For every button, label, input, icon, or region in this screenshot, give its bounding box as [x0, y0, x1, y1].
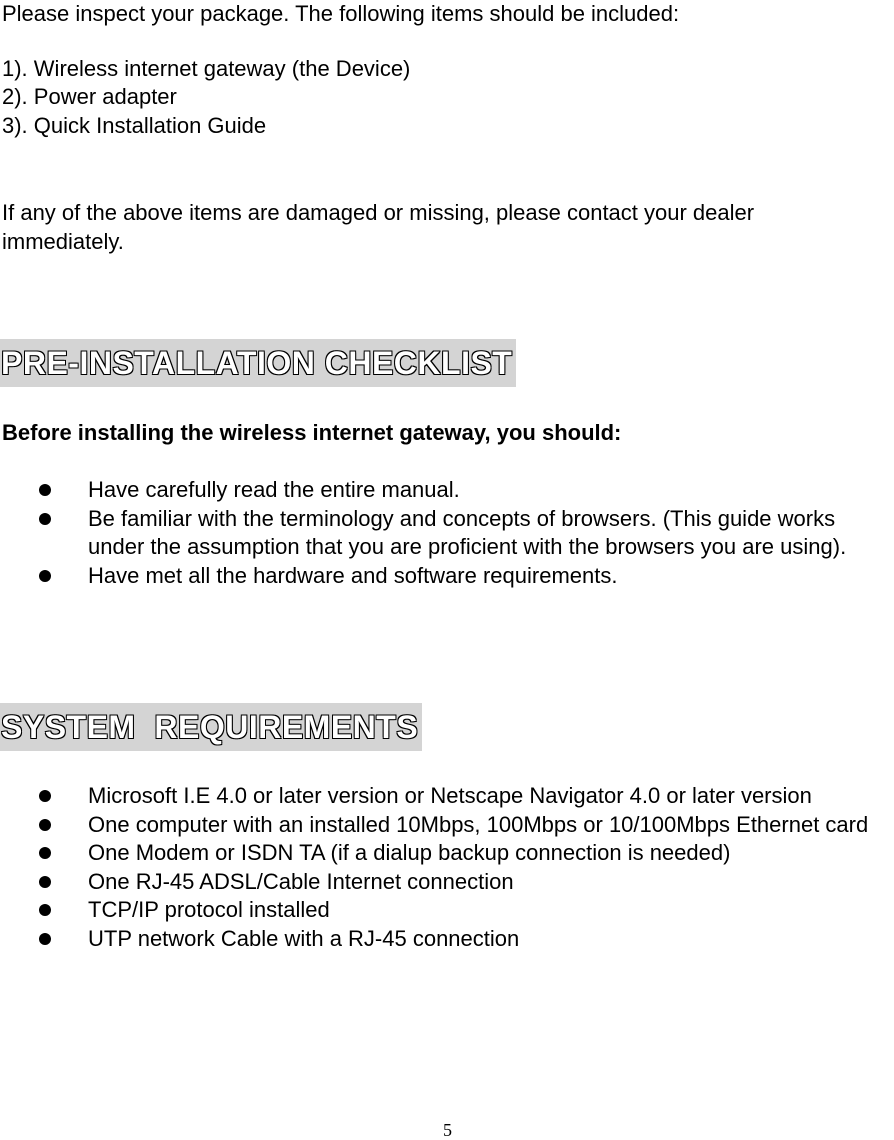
list-item [0, 476, 894, 505]
bullet-icon [39, 819, 51, 831]
bullet-icon [39, 513, 51, 525]
bullet-icon [39, 790, 51, 802]
list-item [0, 811, 894, 840]
list-item [0, 562, 894, 591]
list-item-text: UTP network Cable with a RJ-45 connection [88, 925, 520, 951]
list-item [0, 896, 894, 925]
package-item-2: 2). Power adapter [2, 84, 177, 109]
list-item [0, 868, 894, 897]
list-item [0, 505, 894, 562]
list-item-text: Microsoft I.E 4.0 or later version or Netscape Navigator 4.0 or later version [88, 783, 812, 808]
bullet-icon [39, 904, 51, 916]
inspect-package-text: Please inspect your package. The following items should be included: [2, 1, 680, 26]
system-requirements-heading [0, 703, 422, 751]
requirements-list [0, 782, 894, 953]
list-item-text: TCP/IP protocol installed [88, 897, 330, 922]
page-number: 5 [443, 1120, 452, 1140]
pre-installation-checklist-heading [0, 339, 516, 387]
checklist-list [0, 476, 894, 590]
list-item [0, 782, 894, 811]
list-item-text: Have carefully read the entire manual. [88, 477, 460, 502]
bullet-icon [39, 876, 51, 888]
list-item [0, 839, 894, 868]
bullet-icon [39, 933, 51, 945]
pre-installation-checklist-heading-text: PRE-INSTALLATION CHECKLIST [1, 345, 513, 381]
damage-notice-line-1: If any of the above items are damaged or missing, please contact your dealer [2, 200, 755, 225]
list-item-text: Be familiar with the terminology and concepts of browsers. (This guide works under the assumption that you are proficient with the browsers you are using). [88, 505, 847, 559]
package-item-1: 1). Wireless internet gateway (the Device) [2, 56, 411, 81]
list-item-text: One computer with an installed 10Mbps, 100Mbps or 10/100Mbps Ethernet card [88, 811, 869, 837]
bullet-icon [39, 847, 51, 859]
system-requirements-heading-text: SYSTEM REQUIREMENTS [1, 709, 419, 745]
bullet-icon [39, 570, 51, 582]
list-item [0, 925, 894, 954]
list-item-text: One Modem or ISDN TA (if a dialup backup connection is needed) [88, 840, 731, 865]
package-item-3: 3). Quick Installation Guide [2, 113, 267, 138]
list-item-text: One RJ-45 ADSL/Cable Internet connection [88, 868, 514, 894]
checklist-lead-text: Before installing the wireless internet gateway, you should: [2, 420, 622, 445]
list-item-text: Have met all the hardware and software requirements. [88, 562, 618, 588]
damage-notice-line-2: immediately. [2, 229, 124, 254]
bullet-icon [39, 484, 51, 496]
